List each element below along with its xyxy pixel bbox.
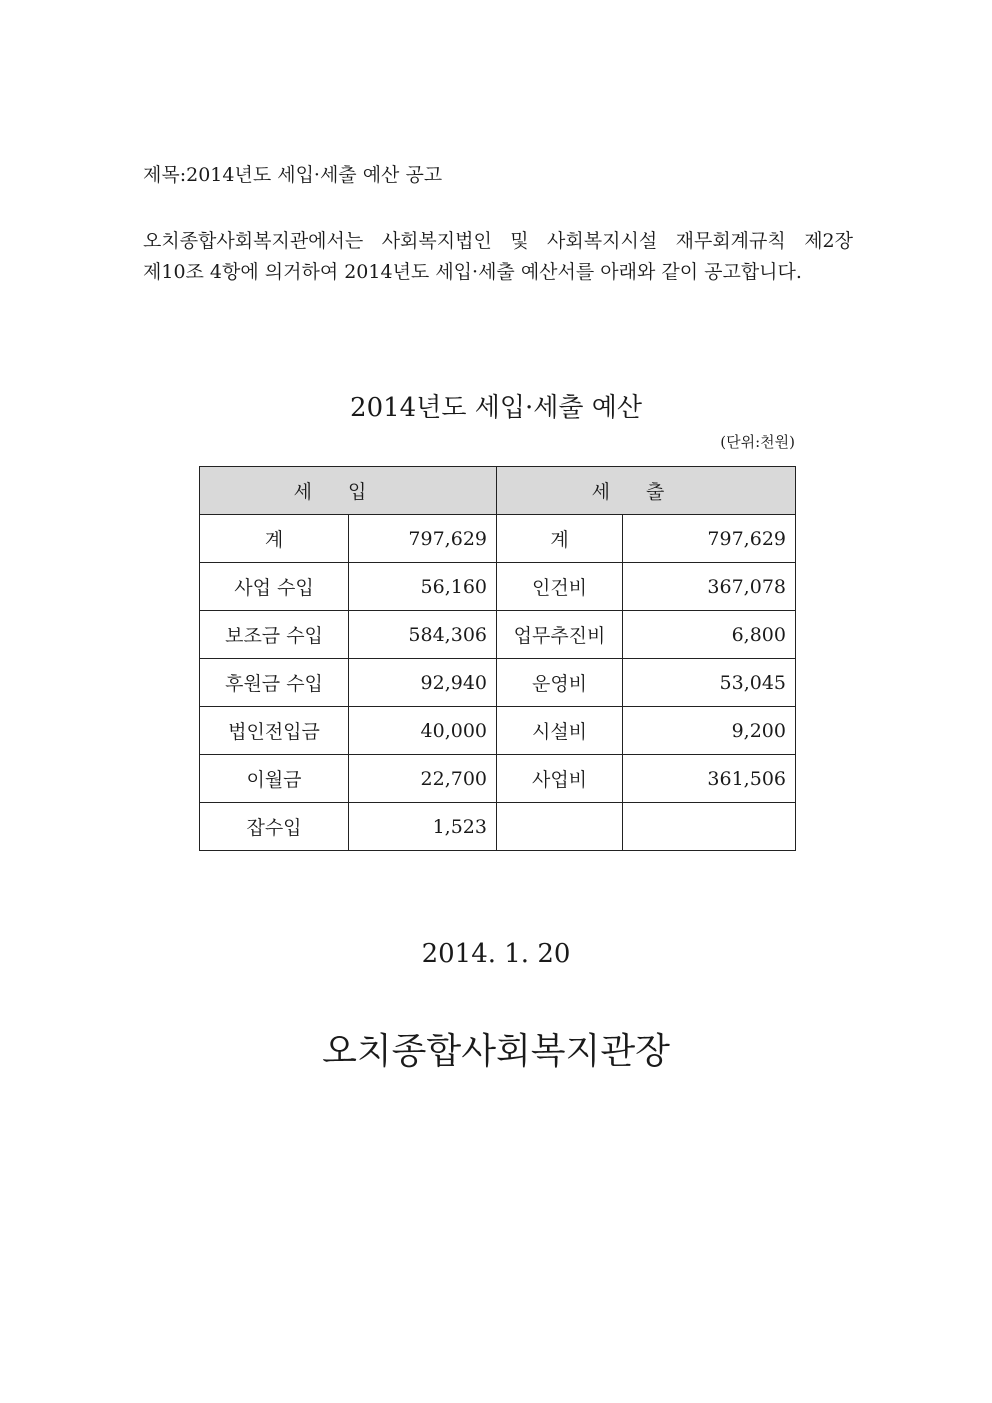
income-item: 법인전입금 (200, 707, 349, 755)
budget-table (199, 466, 796, 851)
unit-label: (단위:천원) (720, 433, 795, 451)
notice-body: 오치종합사회복지관에서는 사회복지법인 및 사회복지시설 재무회계규칙 제2장 제10조 4항에 의거하여 2014년도 세입·세출 예산서를 아래와 같이 공고합니다. (143, 230, 853, 283)
table-title: 2014년도 세입·세출 예산 (350, 393, 642, 423)
table-row (200, 563, 796, 611)
table-row (200, 515, 796, 563)
income-item: 계 (200, 515, 349, 563)
income-item: 사업 수입 (200, 563, 349, 611)
table-row (200, 755, 796, 803)
expense-amount: 797,629 (623, 515, 796, 563)
income-item: 후원금 수입 (200, 659, 349, 707)
expense-header: 세출 (497, 467, 796, 515)
table-row (200, 707, 796, 755)
expense-item: 운영비 (497, 659, 623, 707)
table-row (200, 611, 796, 659)
expense-amount: 6,800 (623, 611, 796, 659)
income-item: 잡수입 (200, 803, 349, 851)
income-amount: 22,700 (349, 755, 497, 803)
expense-item: 업무추진비 (497, 611, 623, 659)
income-amount: 40,000 (349, 707, 497, 755)
expense-amount: 9,200 (623, 707, 796, 755)
income-amount: 56,160 (349, 563, 497, 611)
notice-subject: 제목:2014년도 세입·세출 예산 공고 (143, 164, 443, 186)
notice-date: 2014. 1. 20 (421, 939, 571, 969)
expense-amount: 361,506 (623, 755, 796, 803)
income-item: 보조금 수입 (200, 611, 349, 659)
expense-item: 계 (497, 515, 623, 563)
signer-name: 오치종합사회복지관장 (322, 1031, 670, 1072)
income-amount: 797,629 (349, 515, 497, 563)
expense-amount: 367,078 (623, 563, 796, 611)
table-row (200, 803, 796, 851)
income-amount: 1,523 (349, 803, 497, 851)
expense-item: 사업비 (497, 755, 623, 803)
expense-item: 인건비 (497, 563, 623, 611)
table-header-row (200, 467, 796, 515)
expense-item (497, 803, 623, 851)
expense-item: 시설비 (497, 707, 623, 755)
income-header: 세입 (200, 467, 497, 515)
table-row (200, 659, 796, 707)
income-amount: 584,306 (349, 611, 497, 659)
expense-amount: 53,045 (623, 659, 796, 707)
income-amount: 92,940 (349, 659, 497, 707)
expense-amount (623, 803, 796, 851)
income-item: 이월금 (200, 755, 349, 803)
